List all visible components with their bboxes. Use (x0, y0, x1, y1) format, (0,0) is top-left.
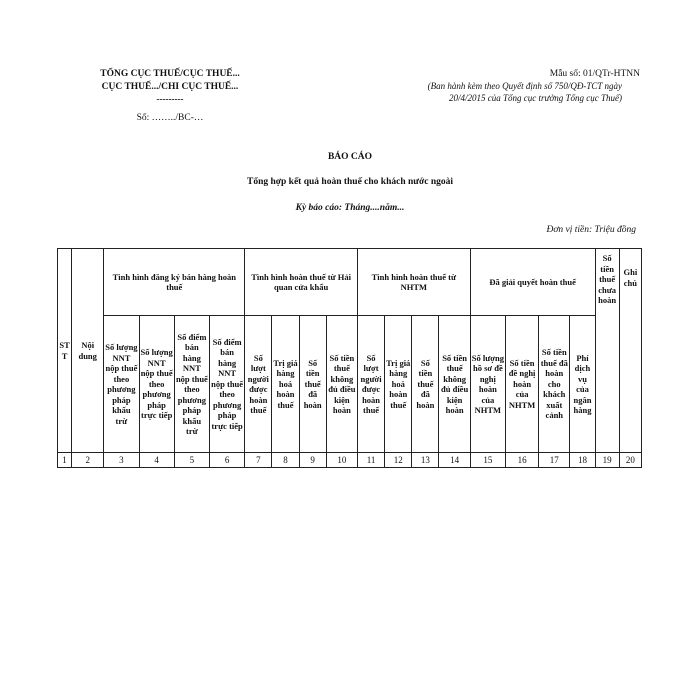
header-stt: STT (58, 249, 72, 453)
column-number: 4 (139, 453, 174, 468)
header-content: Nội dung (72, 249, 104, 453)
header-subcolumn: Số lượng hồ sơ đề nghị hoàn của NHTM (470, 316, 505, 453)
column-number: 3 (104, 453, 139, 468)
report-period: Kỳ báo cáo: Tháng....năm... (295, 203, 405, 213)
header-subcolumn: Số lượt người được hoàn thuế (245, 316, 272, 453)
header-customs-group: Tình hình hoàn thuế từ Hải quan cửa khẩu (245, 249, 358, 316)
form-code: Mẫu số: 01/QTr-HTNN (549, 69, 640, 79)
column-number: 18 (570, 453, 595, 468)
header-subcolumn: Số lượng NNT nộp thuế theo phương pháp trực tiếp (139, 316, 174, 453)
header-subcolumn: Số tiền đề nghị hoàn của NHTM (505, 316, 538, 453)
header-registration-group: Tình hình đăng ký bán hàng hoàn thuế (104, 249, 245, 316)
column-number: 19 (595, 453, 619, 468)
column-number: 20 (619, 453, 641, 468)
header-subcolumn: Số điểm bán hàng NNT nộp thuế theo phương pháp khấu trừ (174, 316, 209, 453)
agency-separator: --------- (156, 94, 184, 104)
agency-line-2: CỤC THUẾ.../CHI CỤC THUẾ... (101, 82, 239, 92)
agency-line-1: TỔNG CỤC THUẾ/CỤC THUẾ... (100, 69, 240, 79)
column-number: 8 (272, 453, 299, 468)
column-number: 13 (412, 453, 439, 468)
document-number: Số: ……../BC-… (136, 113, 204, 123)
column-number: 12 (385, 453, 412, 468)
column-number: 5 (174, 453, 209, 468)
header-bank-group: Tình hình hoàn thuế từ NHTM (357, 249, 470, 316)
issuing-agency-block (80, 68, 260, 125)
report-title: BÁO CÁO (327, 152, 373, 162)
column-number: 15 (470, 453, 505, 468)
header-subcolumn: Số tiền thuế không đủ điều kiện hoàn (439, 316, 470, 453)
column-number: 2 (72, 453, 104, 468)
currency-unit: Đơn vị tiền: Triệu đồng (546, 225, 636, 235)
form-note-line-1: (Ban hành kèm theo Quyết định số 750/QĐ-TCT ngày (427, 81, 622, 91)
report-subtitle: Tổng hợp kết quả hoàn thuế cho khách nước ngoài (246, 177, 454, 187)
header-subcolumn: Số điểm bán hàng NNT nộp thuế theo phương pháp trực tiếp (210, 316, 245, 453)
header-note: Ghi chú (619, 249, 641, 453)
form-info-block (400, 68, 640, 104)
column-number: 6 (210, 453, 245, 468)
column-number: 1 (58, 453, 72, 468)
header-subcolumn: Số tiền thuế đã hoàn cho khách xuất cảnh (539, 316, 570, 453)
header-subcolumn: Số tiền thuế đã hoàn (299, 316, 326, 453)
header-resolved-group: Đã giải quyết hoàn thuế (470, 249, 595, 316)
header-subcolumn: Số lượt người được hoàn thuế (357, 316, 384, 453)
column-number-row (58, 453, 642, 468)
column-number: 14 (439, 453, 470, 468)
table-header-sub-row (58, 316, 642, 453)
column-number: 16 (505, 453, 538, 468)
column-number: 10 (326, 453, 357, 468)
header-subcolumn: Số lượng NNT nộp thuế theo phương pháp khấu trừ (104, 316, 139, 453)
column-number: 11 (357, 453, 384, 468)
column-number: 9 (299, 453, 326, 468)
header-subcolumn: Phí dịch vụ của ngân hàng (570, 316, 595, 453)
header-subcolumn: Trị giá hàng hoá hoàn thuế (272, 316, 299, 453)
table-header-group-row (58, 249, 642, 316)
header-unresolved-amount: Số tiền thuế chưa hoàn (595, 249, 619, 453)
report-table (57, 248, 642, 468)
column-number: 17 (539, 453, 570, 468)
column-number: 7 (245, 453, 272, 468)
header-subcolumn: Số tiền thuế không đủ điều kiện hoàn (326, 316, 357, 453)
header-subcolumn: Trị giá hàng hoá hoàn thuế (385, 316, 412, 453)
header-subcolumn: Số tiền thuế đã hoàn (412, 316, 439, 453)
form-note-line-2: 20/4/2015 của Tổng cục trưởng Tổng cục Thuế) (449, 93, 622, 103)
